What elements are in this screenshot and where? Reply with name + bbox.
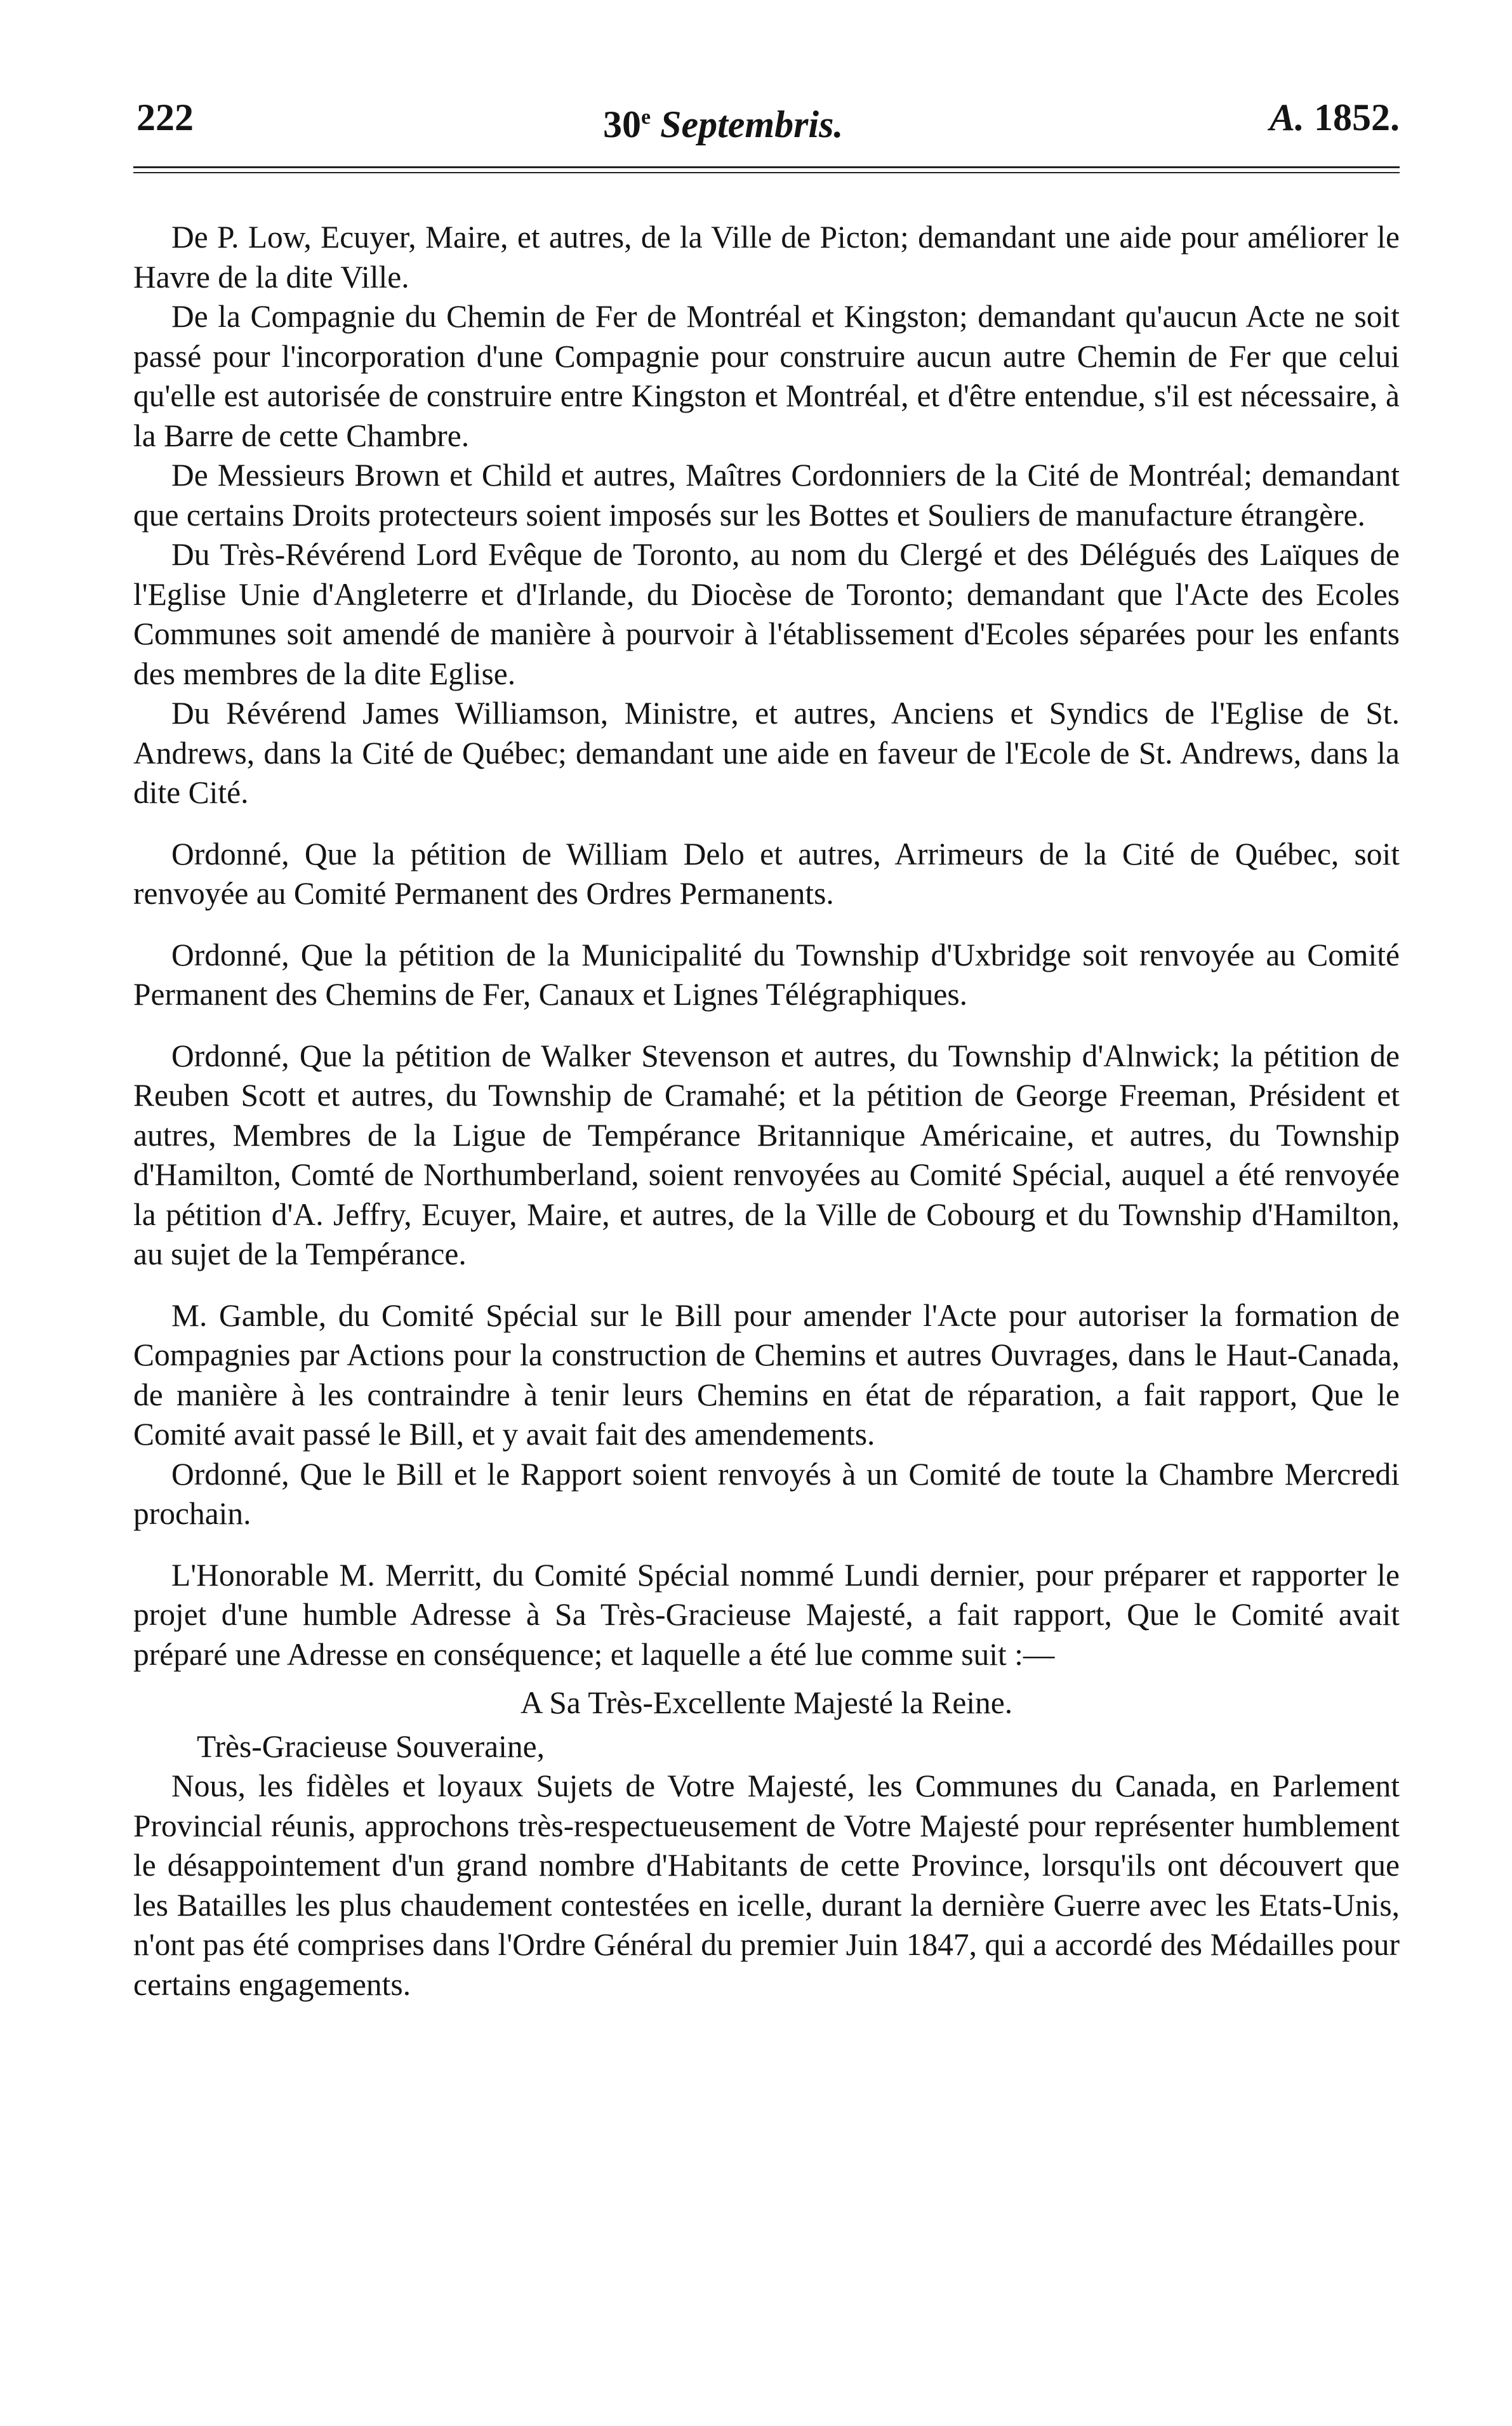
address-salutation: Très-Gracieuse Souveraine, — [197, 1728, 545, 1764]
header-year — [1270, 83, 1400, 152]
header-rule-secondary — [133, 172, 1400, 173]
paragraph: Du Très-Révérend Lord Evêque de Toronto, au nom du Clergé et des Délégués des Laïques de l'Eglise Unie d'Angleterre et d'Irlande, du Diocèse de Toronto; demandant que l'Acte des Ecoles Communes soit amendé de manière à pourvoir à l'établissement d'Ecoles séparées pour les enfants des membres de la dite Eglise. — [133, 537, 1400, 691]
year-value: 1852. — [1314, 96, 1400, 138]
paragraph: M. Gamble, du Comité Spécial sur le Bill pour amender l'Acte pour autoriser la formation de Compagnies par Actions pour la construction de Chemins et autres Ouvrages, dans le Haut-Canada, de manière à les contraindre à tenir leurs Chemins en état de réparation, a fait rapport, Que le Comité avait passé le Bill, et y avait fait des amendements. — [133, 1297, 1400, 1452]
address-title: A Sa Très-Excellente Majesté la Reine. — [520, 1685, 1013, 1720]
date-month: Septembris. — [660, 103, 844, 145]
paragraph: Ordonné, Que la pétition de William Delo et autres, Arrimeurs de la Cité de Québec, soit renvoyée au Comité Permanent des Ordres Permanents. — [133, 836, 1400, 911]
paragraph: L'Honorable M. Merritt, du Comité Spécial nommé Lundi dernier, pour préparer et rapporter le projet d'une humble Adresse à Sa Très-Gracieuse Majesté, a fait rapport, Que le Comité avait préparé une Adresse en conséquence; et laquelle a été lue comme suit :— — [133, 1557, 1400, 1672]
paragraph: Ordonné, Que la pétition de Walker Stevenson et autres, du Township d'Alnwick; la pétition de Reuben Scott et autres, du Township de Cramahé; et la pétition de George Freeman, Président et autres, Membres de la Ligue de Tempérance Britannique Américaine, et autres, du Township d'Hamilton, Comté de Northumberland, soient renvoyées au Comité Spécial, auquel a été renvoyée la pétition d'A. Jeffry, Ecuyer, Maire, et autres, de la Ville de Cobourg et du Township d'Hamilton, au sujet de la Tempérance. — [133, 1038, 1400, 1271]
paragraph: Ordonné, Que la pétition de la Municipalité du Township d'Uxbridge soit renvoyée au Comité Permanent des Chemins de Fer, Canaux et Lignes Télégraphiques. — [133, 937, 1400, 1012]
paragraph: Du Révérend James Williamson, Ministre, et autres, Anciens et Syndics de l'Eglise de St. Andrews, dans la Cité de Québec; demandant une aide en faveur de l'Ecole de St. Andrews, dans la dite Cité. — [133, 696, 1400, 810]
paragraph: De P. Low, Ecuyer, Maire, et autres, de la Ville de Picton; demandant une aide pour améliorer le Havre de la dite Ville. — [133, 220, 1400, 295]
page-number: 222 — [136, 96, 194, 138]
document-body — [133, 218, 1400, 2005]
year-prefix: A. — [1269, 96, 1304, 138]
paragraph: Ordonné, Que le Bill et le Rapport soient renvoyés à un Comité de toute la Chambre Mercredi prochain. — [133, 1456, 1400, 1531]
header-date — [603, 83, 843, 159]
date-superscript: e — [641, 105, 651, 129]
page-header — [133, 83, 1400, 152]
paragraph: De la Compagnie du Chemin de Fer de Montréal et Kingston; demandant qu'aucun Acte ne soit passé pour l'incorporation d'une Compagnie pour construire aucun autre Chemin de Fer que celui qu'elle est autorisée de construire entre Kingston et Montréal, et d'être entendue, s'il est nécessaire, à la Barre de cette Chambre. — [133, 299, 1400, 453]
date-day: 30 — [603, 103, 641, 145]
paragraph: De Messieurs Brown et Child et autres, Maîtres Cordonniers de la Cité de Montréal; demandant que certains Droits protecteurs soient imposés sur les Bottes et Souliers de manufacture étrangère. — [133, 458, 1400, 533]
header-rule — [133, 166, 1400, 168]
paragraph: Nous, les fidèles et loyaux Sujets de Votre Majesté, les Communes du Canada, en Parlement Provincial réunis, approchons très-respectueusement de Votre Majesté pour représenter humblement le désappointement d'un grand nombre d'Habitants de cette Province, lorsqu'ils ont découvert que les Batailles les plus chaudement contestées en icelle, durant la dernière Guerre avec les Etats-Unis, n'ont pas été comprises dans l'Ordre Général du premier Juin 1847, qui a accordé des Médailles pour certains engagements. — [133, 1768, 1400, 2002]
document-page — [133, 83, 1400, 2005]
